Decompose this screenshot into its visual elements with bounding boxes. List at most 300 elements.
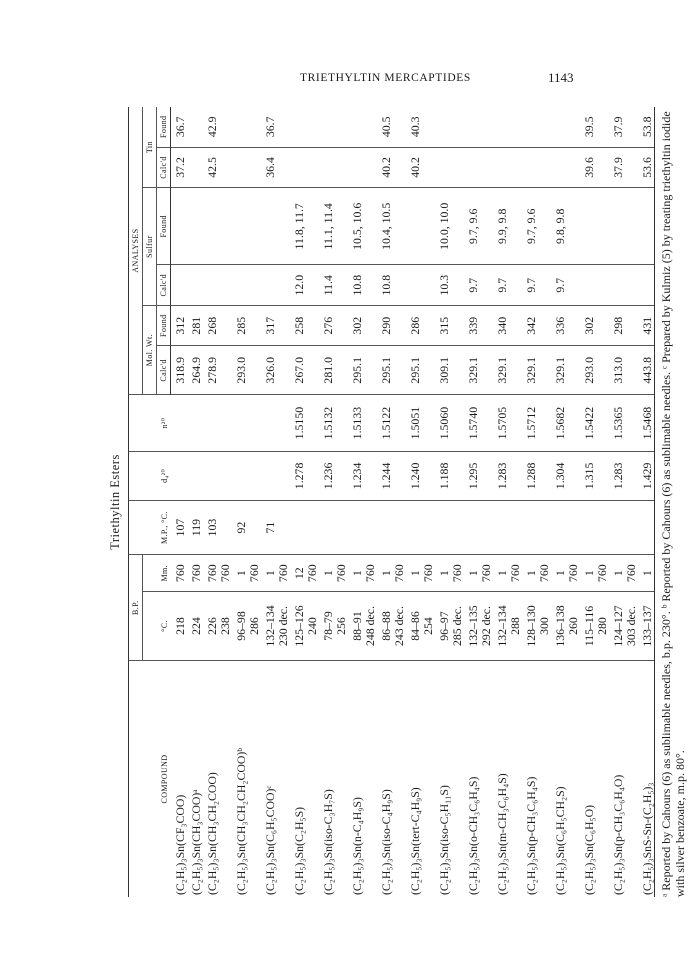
sulfur-calcd-cell: 10.8	[348, 265, 377, 306]
header-molwt-found: Found	[157, 306, 171, 346]
mp-cell	[551, 500, 580, 555]
bp-mm-cell	[609, 555, 638, 592]
molwt-found-cell: 339	[464, 306, 493, 346]
bp-mm-cell-line: 1	[495, 570, 509, 577]
table-row	[171, 107, 188, 897]
molwt-found-cell: 258	[290, 306, 319, 346]
compound-cell: (C₂H₅)₃Sn(p-CH₃C₆H₄S)	[524, 776, 538, 895]
mp-cell	[435, 500, 464, 555]
bp-mm-cell	[435, 555, 464, 592]
rotated-table-block	[108, 107, 687, 897]
bp-mm-cell-line: 760	[508, 564, 522, 583]
bp-c-cell-line: 238	[218, 617, 232, 635]
mp-cell	[638, 500, 655, 555]
bp-c-cell-line: 88–91	[350, 611, 364, 641]
table-row	[348, 107, 377, 897]
bp-c-cell-line: 132–134	[263, 605, 277, 647]
bp-mm-cell-line: 1	[524, 570, 538, 577]
bp-mm-cell-line: 760	[334, 564, 348, 583]
molwt-found-cell: 281	[187, 306, 203, 346]
bp-c-cell-line: 125–126	[292, 605, 306, 647]
sulfur-found-cell: 9.7, 9.6	[464, 188, 493, 265]
tin-calcd-cell	[187, 147, 203, 188]
mp-cell	[290, 500, 319, 555]
mp-cell: 103	[203, 500, 232, 555]
molwt-calcd-cell: 309.1	[435, 346, 464, 395]
sulfur-found-cell: 9.7, 9.6	[522, 188, 551, 265]
refraction-cell: 1.5132	[319, 395, 348, 452]
table-row	[493, 107, 522, 897]
header-molwt-calcd: Calc'd	[157, 346, 171, 395]
sulfur-calcd-cell: 9.7	[522, 265, 551, 306]
sulfur-found-cell	[609, 188, 638, 265]
molwt-found-cell: 312	[171, 306, 188, 346]
bp-mm-cell-line: 760	[189, 564, 203, 583]
table-row	[609, 107, 638, 897]
bp-c-cell-line: 285 dec.	[450, 606, 464, 646]
tin-calcd-cell: 36.4	[261, 147, 290, 188]
density-cell	[261, 452, 290, 501]
header-compound: COMPOUND	[129, 661, 171, 898]
sulfur-found-cell	[187, 188, 203, 265]
compound-cell: (C₂H₅)₃Sn(tert-C₄H₉S)	[408, 787, 422, 895]
molwt-found-cell: 317	[261, 306, 290, 346]
bp-mm-cell-line: 1	[408, 570, 422, 577]
compound-cell: (C₂H₅)₃Sn(iso-C₃H₇S)	[321, 789, 335, 895]
bp-c-cell-line: 300	[537, 617, 551, 635]
bp-mm-cell-line: 1	[553, 570, 567, 577]
mp-cell	[348, 500, 377, 555]
tin-calcd-cell	[290, 147, 319, 188]
bp-c-cell	[348, 592, 377, 661]
molwt-found-cell: 290	[377, 306, 406, 346]
bp-mm-cell	[261, 555, 290, 592]
molwt-found-cell: 340	[493, 306, 522, 346]
table-row	[187, 107, 203, 897]
sulfur-found-cell: 9.9, 9.8	[493, 188, 522, 265]
bp-mm-cell-line: 760	[479, 564, 493, 583]
sulfur-found-cell	[203, 188, 232, 265]
bp-c-cell-line: 128–130	[524, 605, 538, 647]
molwt-calcd-cell: 326.0	[261, 346, 290, 395]
sulfur-calcd-cell	[580, 265, 609, 306]
bp-c-cell	[638, 592, 655, 661]
tin-found-cell	[435, 107, 464, 147]
bp-mm-cell	[551, 555, 580, 592]
refraction-cell: 1.5682	[551, 395, 580, 452]
sulfur-calcd-cell	[232, 265, 261, 306]
bp-c-cell-line: 96–97	[437, 611, 451, 641]
header-mp: M.P., °C.	[129, 500, 171, 555]
density-cell: 1.315	[580, 452, 609, 501]
molwt-calcd-cell: 293.0	[580, 346, 609, 395]
bp-mm-cell-line: 1	[437, 570, 451, 577]
header-analyses: ANALYSES	[129, 107, 143, 395]
density-cell: 1.236	[319, 452, 348, 501]
bp-mm-cell-line: 760	[566, 564, 580, 583]
compound-cell: (C₂H₅)₃Sn(o-CH₃C₆H₄S)	[466, 776, 480, 895]
refraction-cell: 1.5712	[522, 395, 551, 452]
density-cell: 1.288	[522, 452, 551, 501]
mp-cell: 92	[232, 500, 261, 555]
bp-c-cell-line: 218	[172, 617, 187, 635]
bp-c-cell-line: 96–98	[234, 611, 248, 641]
compound-cell: (C₂H₅)₃Sn(CF₃COO)	[172, 794, 187, 895]
bp-mm-cell-line: 760	[172, 564, 187, 583]
bp-c-cell-line: 133–137	[640, 605, 654, 647]
sulfur-calcd-cell: 9.7	[493, 265, 522, 306]
bp-c-cell	[261, 592, 290, 661]
tin-calcd-cell	[464, 147, 493, 188]
density-cell: 1.188	[435, 452, 464, 501]
tin-calcd-cell: 37.9	[609, 147, 638, 188]
molwt-found-cell: 431	[638, 306, 655, 346]
bp-c-cell-line: 224	[189, 617, 203, 635]
header-refraction: n²⁰	[129, 395, 171, 452]
header-sulfur: Sulfur	[143, 188, 157, 306]
sulfur-calcd-cell: 11.4	[319, 265, 348, 306]
molwt-calcd-cell: 329.1	[551, 346, 580, 395]
sulfur-calcd-cell	[638, 265, 655, 306]
header-tin: Tin	[143, 107, 157, 188]
bp-mm-cell-line: 760	[247, 564, 261, 583]
compound-cell: (C₂H₅)₃Sn(CH₃CH₂COO)	[205, 772, 219, 895]
molwt-found-cell: 302	[348, 306, 377, 346]
tin-found-cell: 37.9	[609, 107, 638, 147]
bp-c-cell-line: 292 dec.	[479, 606, 493, 646]
sulfur-calcd-cell	[187, 265, 203, 306]
table-row	[319, 107, 348, 897]
refraction-cell: 1.5365	[609, 395, 638, 452]
molwt-found-cell: 302	[580, 306, 609, 346]
bp-mm-cell	[377, 555, 406, 592]
density-cell: 1.234	[348, 452, 377, 501]
bp-c-cell-line: 226	[205, 617, 219, 635]
bp-c-cell-line: 132–135	[466, 605, 480, 647]
sulfur-found-cell	[171, 188, 188, 265]
sulfur-calcd-cell: 9.7	[551, 265, 580, 306]
table-row	[580, 107, 609, 897]
tin-found-cell: 36.7	[171, 107, 188, 147]
sulfur-found-cell: 10.5, 10.6	[348, 188, 377, 265]
bp-c-cell	[187, 592, 203, 661]
sulfur-calcd-cell: 10.8	[377, 265, 406, 306]
table-row	[464, 107, 493, 897]
sulfur-calcd-cell: 12.0	[290, 265, 319, 306]
molwt-calcd-cell: 293.0	[232, 346, 261, 395]
esters-table	[128, 107, 655, 897]
sulfur-found-cell: 10.0, 10.0	[435, 188, 464, 265]
bp-c-cell-line: 243 dec.	[392, 606, 406, 646]
table-row	[290, 107, 319, 897]
tin-found-cell	[348, 107, 377, 147]
molwt-calcd-cell: 264.9	[187, 346, 203, 395]
compound-cell: (C₂H₅)₃Sn(iso-C₄H₉S)	[379, 789, 393, 895]
bp-c-cell-line: 240	[305, 617, 319, 635]
tin-calcd-cell: 39.6	[580, 147, 609, 188]
tin-found-cell	[551, 107, 580, 147]
bp-c-cell	[406, 592, 435, 661]
mp-cell	[580, 500, 609, 555]
bp-c-cell-line: 260	[566, 617, 580, 635]
molwt-calcd-cell: 295.1	[348, 346, 377, 395]
bp-mm-cell-line: 760	[218, 564, 232, 583]
molwt-calcd-cell: 278.9	[203, 346, 232, 395]
refraction-cell: 1.5133	[348, 395, 377, 452]
tin-found-cell	[290, 107, 319, 147]
density-cell: 1.240	[406, 452, 435, 501]
compound-cell: (C₂H₅)₃Sn(CH₃CH₂CH₂COO)ᵇ	[234, 748, 248, 895]
density-cell: 1.429	[638, 452, 655, 501]
sulfur-calcd-cell	[406, 265, 435, 306]
sulfur-found-cell: 11.1, 11.4	[319, 188, 348, 265]
bp-mm-cell-line: 760	[205, 564, 219, 583]
bp-mm-cell-line: 1	[582, 570, 596, 577]
mp-cell	[464, 500, 493, 555]
bp-c-cell-line: 78–79	[321, 611, 335, 641]
refraction-cell: 1.5060	[435, 395, 464, 452]
density-cell: 1.278	[290, 452, 319, 501]
mp-cell: 71	[261, 500, 290, 555]
bp-mm-cell-line: 1	[379, 570, 393, 577]
molwt-calcd-cell: 329.1	[493, 346, 522, 395]
bp-mm-cell-line: 1	[234, 570, 248, 577]
sulfur-calcd-cell	[261, 265, 290, 306]
sulfur-calcd-cell: 10.3	[435, 265, 464, 306]
tin-calcd-cell	[435, 147, 464, 188]
refraction-cell	[203, 395, 232, 452]
page-number: 1143	[548, 70, 574, 85]
mp-cell	[319, 500, 348, 555]
refraction-cell: 1.5468	[638, 395, 655, 452]
molwt-found-cell: 268	[203, 306, 232, 346]
compound-cell: (C₂H₅)₃Sn(C₆H₅COO)ᶜ	[263, 785, 277, 895]
table-title: Triethyltin Esters	[108, 454, 122, 550]
tin-calcd-cell: 40.2	[406, 147, 435, 188]
mp-cell	[609, 500, 638, 555]
tin-found-cell	[464, 107, 493, 147]
density-cell: 1.283	[609, 452, 638, 501]
bp-mm-cell	[522, 555, 551, 592]
bp-mm-cell-line: 1	[640, 570, 654, 577]
tin-found-cell: 39.5	[580, 107, 609, 147]
sulfur-found-cell	[406, 188, 435, 265]
tin-found-cell	[232, 107, 261, 147]
bp-c-cell	[319, 592, 348, 661]
tin-found-cell: 42.9	[203, 107, 232, 147]
table-body	[171, 107, 655, 897]
header-sulfur-found: Found	[157, 188, 171, 265]
tin-calcd-cell	[232, 147, 261, 188]
tin-found-cell: 40.5	[377, 107, 406, 147]
compound-cell: (C₂H₅)₃SnS-Sn-(C₂H₅)₃	[638, 661, 655, 898]
mp-cell: 119	[187, 500, 203, 555]
compound-cell: (C₂H₅)₃Sn(C₆H₅O)	[582, 804, 596, 895]
molwt-found-cell: 286	[406, 306, 435, 346]
tin-calcd-cell: 37.2	[171, 147, 188, 188]
tin-found-cell	[522, 107, 551, 147]
sulfur-found-cell: 9.8, 9.8	[551, 188, 580, 265]
bp-c-cell-line: 286	[247, 617, 261, 635]
bp-mm-cell	[319, 555, 348, 592]
compound-cell: (C₂H₅)₃Sn(C₆H₅CH₂S)	[553, 786, 567, 895]
bp-c-cell	[232, 592, 261, 661]
header-molwt: Mol. Wt.	[143, 306, 157, 395]
bp-mm-cell-line: 760	[305, 564, 319, 583]
bp-c-cell-line: 115–116	[582, 605, 596, 647]
bp-mm-cell	[464, 555, 493, 592]
bp-c-cell-line: 230 dec.	[276, 606, 290, 646]
bp-mm-cell-line: 760	[450, 564, 464, 583]
refraction-cell: 1.5051	[406, 395, 435, 452]
refraction-cell	[171, 395, 188, 452]
bp-c-cell	[609, 592, 638, 661]
sulfur-calcd-cell	[171, 265, 188, 306]
sulfur-found-cell: 11.8, 11.7	[290, 188, 319, 265]
bp-mm-cell-line: 760	[595, 564, 609, 583]
table-row	[261, 107, 290, 897]
mp-cell	[377, 500, 406, 555]
molwt-calcd-cell: 281.0	[319, 346, 348, 395]
refraction-cell: 1.5740	[464, 395, 493, 452]
bp-c-cell	[377, 592, 406, 661]
table-row	[435, 107, 464, 897]
table-row	[522, 107, 551, 897]
table-row	[406, 107, 435, 897]
molwt-found-cell: 342	[522, 306, 551, 346]
bp-mm-cell	[290, 555, 319, 592]
bp-c-cell	[551, 592, 580, 661]
bp-c-cell-line: 84–86	[408, 611, 422, 641]
molwt-calcd-cell: 318.9	[171, 346, 188, 395]
bp-c-cell-line: 136–138	[553, 605, 567, 647]
compound-cell: (C₂H₅)₃Sn(m-CH₃C₆H₄S)	[495, 773, 509, 895]
refraction-cell	[232, 395, 261, 452]
bp-mm-cell	[580, 555, 609, 592]
table-row	[232, 107, 261, 897]
density-cell	[171, 452, 188, 501]
mp-cell	[406, 500, 435, 555]
compound-cell: (C₂H₅)₃Sn(p-CH₃C₆H₄O)	[611, 774, 625, 895]
bp-mm-cell	[638, 555, 655, 592]
molwt-found-cell: 298	[609, 306, 638, 346]
bp-mm-cell	[406, 555, 435, 592]
refraction-cell	[261, 395, 290, 452]
bp-mm-cell-line: 1	[350, 570, 364, 577]
tin-calcd-cell	[551, 147, 580, 188]
mp-cell	[522, 500, 551, 555]
bp-c-cell-line: 288	[508, 617, 522, 635]
tin-calcd-cell	[522, 147, 551, 188]
header-bp-c: °C.	[143, 592, 171, 661]
density-cell	[232, 452, 261, 501]
sulfur-found-cell	[580, 188, 609, 265]
molwt-calcd-cell: 295.1	[377, 346, 406, 395]
bp-mm-cell-line: 760	[392, 564, 406, 583]
molwt-calcd-cell: 313.0	[609, 346, 638, 395]
compound-cell: (C₂H₅)₃Sn(CH₃COO)ᵃ	[189, 789, 203, 895]
header-bp-mm: Mm.	[143, 555, 171, 592]
refraction-cell: 1.5422	[580, 395, 609, 452]
header-density: d₄²⁰	[129, 452, 171, 501]
bp-mm-cell-line: 1	[466, 570, 480, 577]
molwt-calcd-cell: 443.8	[638, 346, 655, 395]
sulfur-found-cell	[232, 188, 261, 265]
bp-mm-cell	[348, 555, 377, 592]
bp-c-cell-line: 254	[421, 617, 435, 635]
bp-c-cell	[290, 592, 319, 661]
tin-calcd-cell	[493, 147, 522, 188]
tin-found-cell: 40.3	[406, 107, 435, 147]
compound-cell: (C₂H₅)₃Sn(C₂H₅S)	[292, 806, 306, 895]
bp-c-cell	[203, 592, 232, 661]
tin-found-cell: 36.7	[261, 107, 290, 147]
tin-calcd-cell	[348, 147, 377, 188]
molwt-found-cell: 315	[435, 306, 464, 346]
density-cell	[187, 452, 203, 501]
bp-mm-cell	[493, 555, 522, 592]
molwt-calcd-cell: 295.1	[406, 346, 435, 395]
bp-mm-cell-line: 760	[421, 564, 435, 583]
bp-mm-cell-line: 760	[276, 564, 290, 583]
tin-calcd-cell: 53.6	[638, 147, 655, 188]
bp-c-cell-line: 132–134	[495, 605, 509, 647]
bp-mm-cell	[203, 555, 232, 592]
tin-calcd-cell: 42.5	[203, 147, 232, 188]
tin-calcd-cell	[319, 147, 348, 188]
sulfur-found-cell: 10.4, 10.5	[377, 188, 406, 265]
refraction-cell: 1.5122	[377, 395, 406, 452]
header-tin-calcd: Calc'd	[157, 147, 171, 188]
header-bp: B.P.	[129, 555, 143, 661]
tin-found-cell	[493, 107, 522, 147]
bp-mm-cell-line: 760	[363, 564, 377, 583]
bp-c-cell	[464, 592, 493, 661]
bp-c-cell	[171, 592, 188, 661]
sulfur-calcd-cell	[609, 265, 638, 306]
density-cell: 1.283	[493, 452, 522, 501]
bp-mm-cell-line: 1	[611, 570, 625, 577]
density-cell: 1.304	[551, 452, 580, 501]
compound-cell: (C₂H₅)₃Sn(n-C₄H₉S)	[350, 797, 364, 895]
bp-mm-cell-line: 1	[321, 570, 335, 577]
molwt-calcd-cell: 329.1	[522, 346, 551, 395]
molwt-found-cell: 285	[232, 306, 261, 346]
tin-found-cell	[187, 107, 203, 147]
bp-mm-cell-line: 12	[292, 567, 306, 580]
running-head: TRIETHYLTIN MERCAPTIDES	[300, 72, 471, 84]
bp-c-cell-line: 124–127	[611, 605, 625, 647]
density-cell	[203, 452, 232, 501]
table-row	[203, 107, 232, 897]
mp-cell: 107	[171, 500, 188, 555]
molwt-found-cell: 336	[551, 306, 580, 346]
bp-c-cell-line: 86–88	[379, 611, 393, 641]
bp-mm-cell	[171, 555, 188, 592]
bp-c-cell-line: 303 dec.	[624, 606, 638, 646]
tin-calcd-cell: 40.2	[377, 147, 406, 188]
sulfur-calcd-cell	[203, 265, 232, 306]
tin-found-cell: 53.8	[638, 107, 655, 147]
bp-mm-cell-line: 760	[537, 564, 551, 583]
bp-c-cell	[522, 592, 551, 661]
density-cell: 1.244	[377, 452, 406, 501]
table-footnote: ᵃ Reported by Cahours (6) as sublimable needles, b.p. 230°. ᵇ Reported by Cahours (6) as sublimable needles. ᶜ Prepared by Kulmiz (5) by treating triethyltin iodide with silver benzoate, m.p. 80°.	[659, 111, 687, 897]
refraction-cell	[187, 395, 203, 452]
tin-found-cell	[319, 107, 348, 147]
sulfur-found-cell	[638, 188, 655, 265]
table-row	[638, 107, 655, 897]
